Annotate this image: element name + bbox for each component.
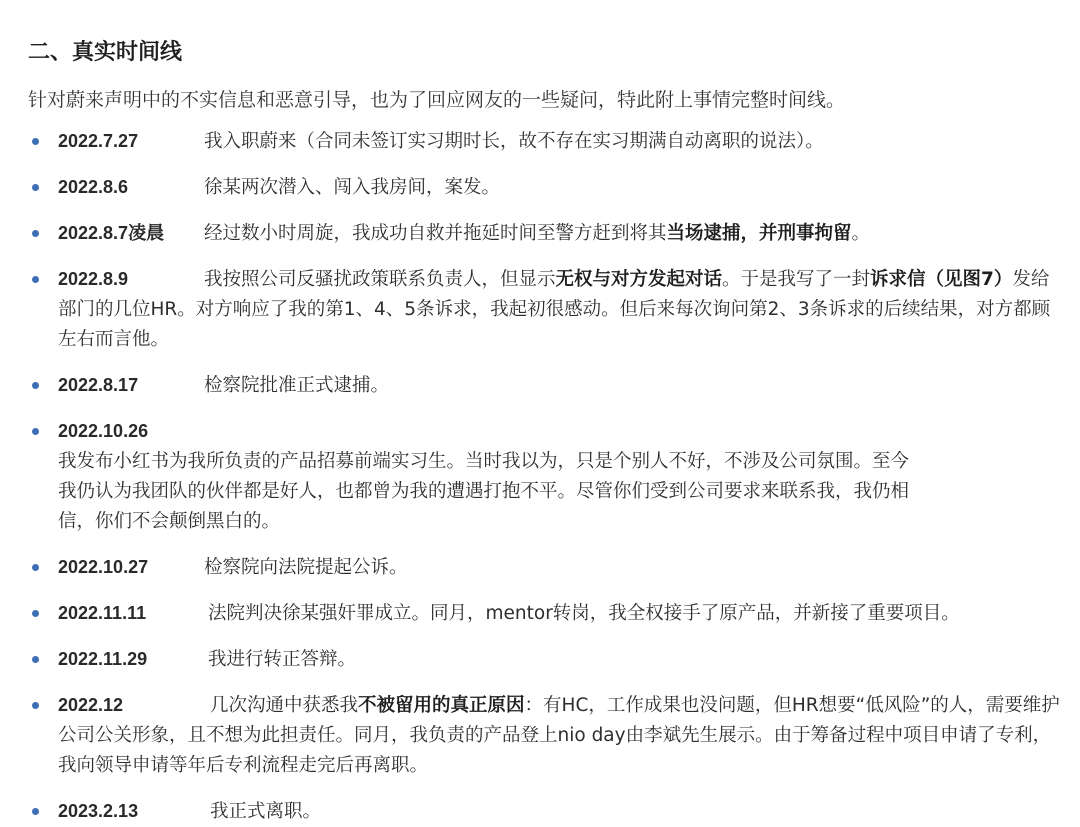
timeline-date: 2022.10.27 (58, 557, 149, 577)
timeline-item (28, 172, 1060, 203)
bullet-icon (32, 702, 39, 709)
timeline-text: 经过数小时周旋，我成功自救并拖延时间至警方赶到将其 (204, 223, 667, 244)
timeline-text: 徐某两次潜入、闯入我房间，案发。 (204, 177, 501, 198)
timeline-text: 发给部门的几位HR。对方响应了我的第1、4、5条诉求，我起初很感动。但后来每次询问第2、3条诉求的后续结果，对方都顾左右而言他。 (58, 269, 1051, 350)
timeline-date: 2022.11.29 (58, 649, 148, 669)
timeline-text: 检察院向法院提起公诉。 (204, 557, 408, 578)
bullet-icon (32, 808, 39, 815)
timeline-item (28, 644, 1060, 675)
timeline-text: 。于是我写了一封 (722, 269, 871, 290)
section-heading: 二、真实时间线 (28, 40, 183, 65)
timeline-item (28, 598, 1060, 629)
timeline-item (28, 416, 1060, 537)
timeline-date: 2022.7.27 (58, 131, 139, 151)
timeline-item (28, 552, 1060, 583)
timeline-item (28, 370, 1060, 401)
bullet-icon (32, 610, 39, 617)
timeline-date: 2022.8.6 (58, 177, 129, 197)
timeline-emphasis: 诉求信（见图7） (870, 269, 1013, 290)
timeline-text: 我入职蔚来（合同未签订实习期时长，故不存在实习期满自动离职的说法）。 (204, 131, 824, 152)
timeline-item (28, 690, 1060, 781)
timeline-emphasis: 无权与对方发起对话 (555, 269, 723, 290)
intro-paragraph: 针对蔚来声明中的不实信息和恶意引导，也为了回应网友的一些疑问，特此附上事情完整时间线。 (28, 89, 846, 111)
timeline-date: 2022.12 (58, 695, 124, 715)
timeline-item (28, 796, 1060, 827)
timeline-item (28, 218, 1060, 249)
timeline-date: 2023.2.13 (58, 801, 139, 821)
timeline-list (28, 126, 1060, 827)
timeline-date: 2022.8.7凌晨 (58, 223, 165, 243)
bullet-icon (32, 564, 39, 571)
timeline-text: ：有HC，工作成果也没问题，但HR想要“低风险”的人，需要维护公司公关形象，且不想为此担责任。同月，我负责的产品登上nio day由李斌先生展示。由于筹备过程中项目申请了专利，我向领导申请等年后专利流程走完后再离职。 (58, 695, 1060, 776)
timeline-item (28, 126, 1060, 157)
timeline-item (28, 264, 1060, 355)
timeline-date: 2022.11.11 (58, 603, 147, 623)
bullet-icon (32, 184, 39, 191)
timeline-text: 我发布小红书为我所负责的产品招募前端实习生。当时我以为，只是个别人不好，不涉及公司氛围。至今我仍认为我团队的伙伴都是好人，也都曾为我的遭遇打抱不平。尽管你们受到公司要求来联系我，我仍相信，你们不会颠倒黑白的。 (58, 451, 910, 532)
bullet-icon (32, 382, 39, 389)
timeline-text: 我进行转正答辩。 (208, 649, 357, 670)
timeline-text: 我按照公司反骚扰政策联系负责人，但显示 (204, 269, 556, 290)
timeline-date: 2022.10.26 (58, 421, 149, 441)
bullet-icon (32, 656, 39, 663)
timeline-text: 我正式离职。 (210, 801, 322, 822)
timeline-text: 法院判决徐某强奸罪成立。同月，mentor转岗，我全权接手了原产品，并新接了重要项目。 (208, 603, 960, 624)
bullet-icon (32, 276, 39, 283)
bullet-icon (32, 230, 39, 237)
timeline-emphasis: 不被留用的真正原因 (358, 695, 525, 716)
timeline-emphasis: 当场逮捕，并刑事拘留 (666, 223, 852, 244)
bullet-icon (32, 428, 39, 435)
timeline-date: 2022.8.9 (58, 269, 129, 289)
bullet-icon (32, 138, 39, 145)
timeline-text: 。 (851, 223, 871, 244)
timeline-text: 检察院批准正式逮捕。 (204, 375, 390, 396)
timeline-date: 2022.8.17 (58, 375, 139, 395)
timeline-text: 几次沟通中获悉我 (210, 695, 359, 716)
